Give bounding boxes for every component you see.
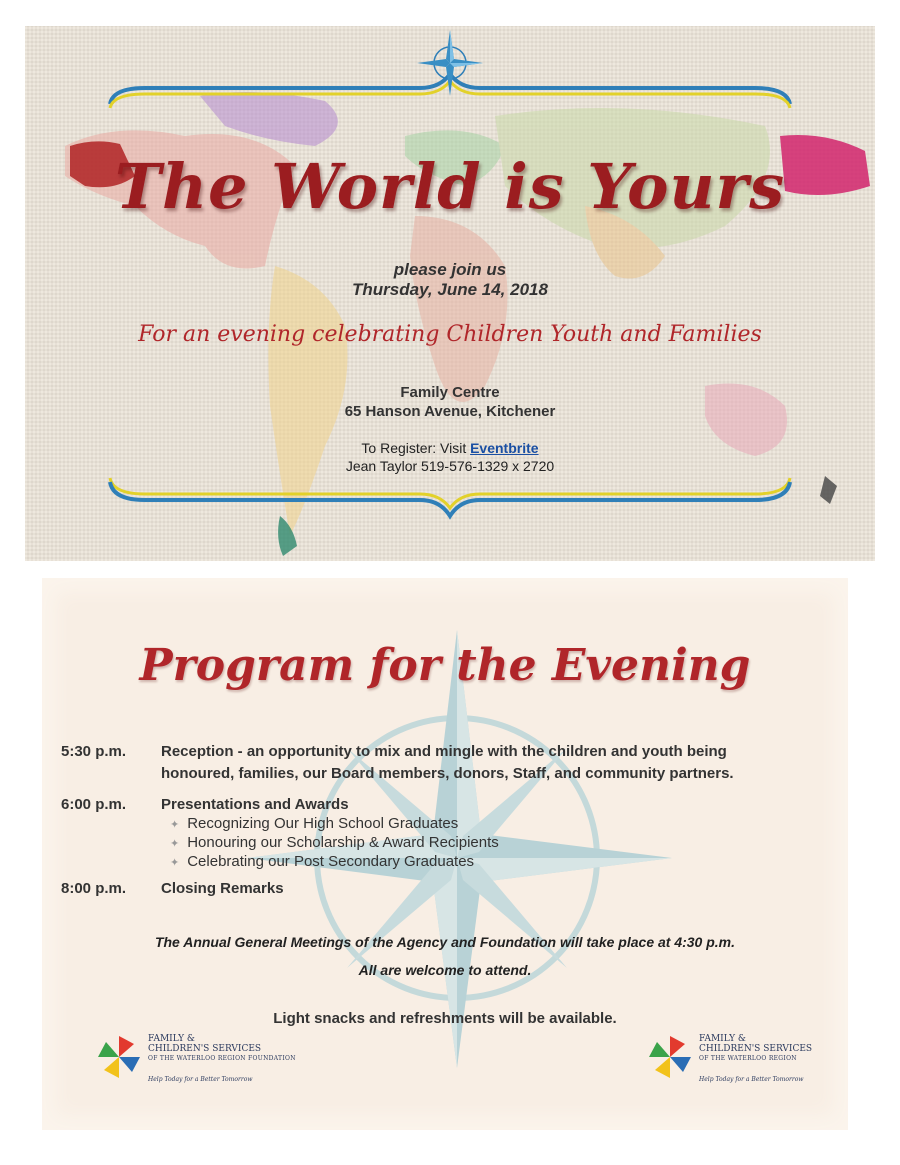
pinwheel-logo-icon <box>647 1034 693 1080</box>
logo-text: FAMILY & CHILDREN'S SERVICES OF THE WATERLOO REGION <box>699 1034 813 1062</box>
snacks-note: Light snacks and refreshments will be available. <box>273 1010 617 1027</box>
list-item: ✦ Celebrating our Post Secondary Graduates <box>170 853 475 870</box>
agm-welcome: All are welcome to attend. <box>358 962 532 978</box>
list-item: ✦ Honouring our Scholarship & Award Recipients <box>170 834 499 851</box>
join-line: please join us <box>393 260 507 279</box>
foundation-logo <box>96 1032 346 1092</box>
compass-rose-icon <box>415 28 485 98</box>
logo-tagline: Help Today for a Better Tomorrow <box>148 1076 253 1083</box>
bullet-star-icon: ✦ <box>170 857 180 869</box>
description-line: Reception - an opportunity to mix and mingle with the children and youth being <box>161 743 727 760</box>
invitation-card <box>25 26 875 561</box>
register-prefix: To Register: Visit <box>361 440 471 456</box>
logo-tagline: Help Today for a Better Tomorrow <box>699 1076 804 1083</box>
time-label: 6:00 p.m. <box>61 796 127 813</box>
logo-text: FAMILY & CHILDREN'S SERVICES OF THE WATERLOO REGION FOUNDATION <box>148 1034 296 1062</box>
reception-description <box>161 741 734 785</box>
time-label: 8:00 p.m. <box>61 880 127 897</box>
description-line: honoured, families, our Board members, donors, Staff, and community partners. <box>161 765 734 782</box>
closing-remarks: Closing Remarks <box>161 880 284 897</box>
presentations-heading: Presentations and Awards <box>161 796 349 813</box>
celebration-line: For an evening celebrating Children Youth and Families <box>138 322 762 347</box>
contact-line: Jean Taylor 519-576-1329 x 2720 <box>345 458 555 474</box>
bullet-star-icon: ✦ <box>170 838 180 850</box>
register-line <box>25 440 875 456</box>
agency-logo <box>647 1032 827 1092</box>
agm-notice: The Annual General Meetings of the Agency and Foundation will take place at 4:30 p.m. <box>154 934 736 950</box>
pinwheel-logo-icon <box>96 1034 142 1080</box>
list-item: ✦ Recognizing Our High School Graduates <box>170 815 459 832</box>
venue-address: 65 Hanson Avenue, Kitchener <box>344 403 556 420</box>
venue-name: Family Centre <box>400 384 500 401</box>
program-title: Program for the Evening <box>139 640 751 691</box>
event-date: Thursday, June 14, 2018 <box>352 280 548 299</box>
bullet-star-icon: ✦ <box>170 819 180 831</box>
invitation-title: The World is Yours <box>114 150 786 223</box>
time-label: 5:30 p.m. <box>61 743 127 760</box>
program-card <box>42 578 848 1130</box>
eventbrite-link[interactable]: Eventbrite <box>470 440 539 456</box>
